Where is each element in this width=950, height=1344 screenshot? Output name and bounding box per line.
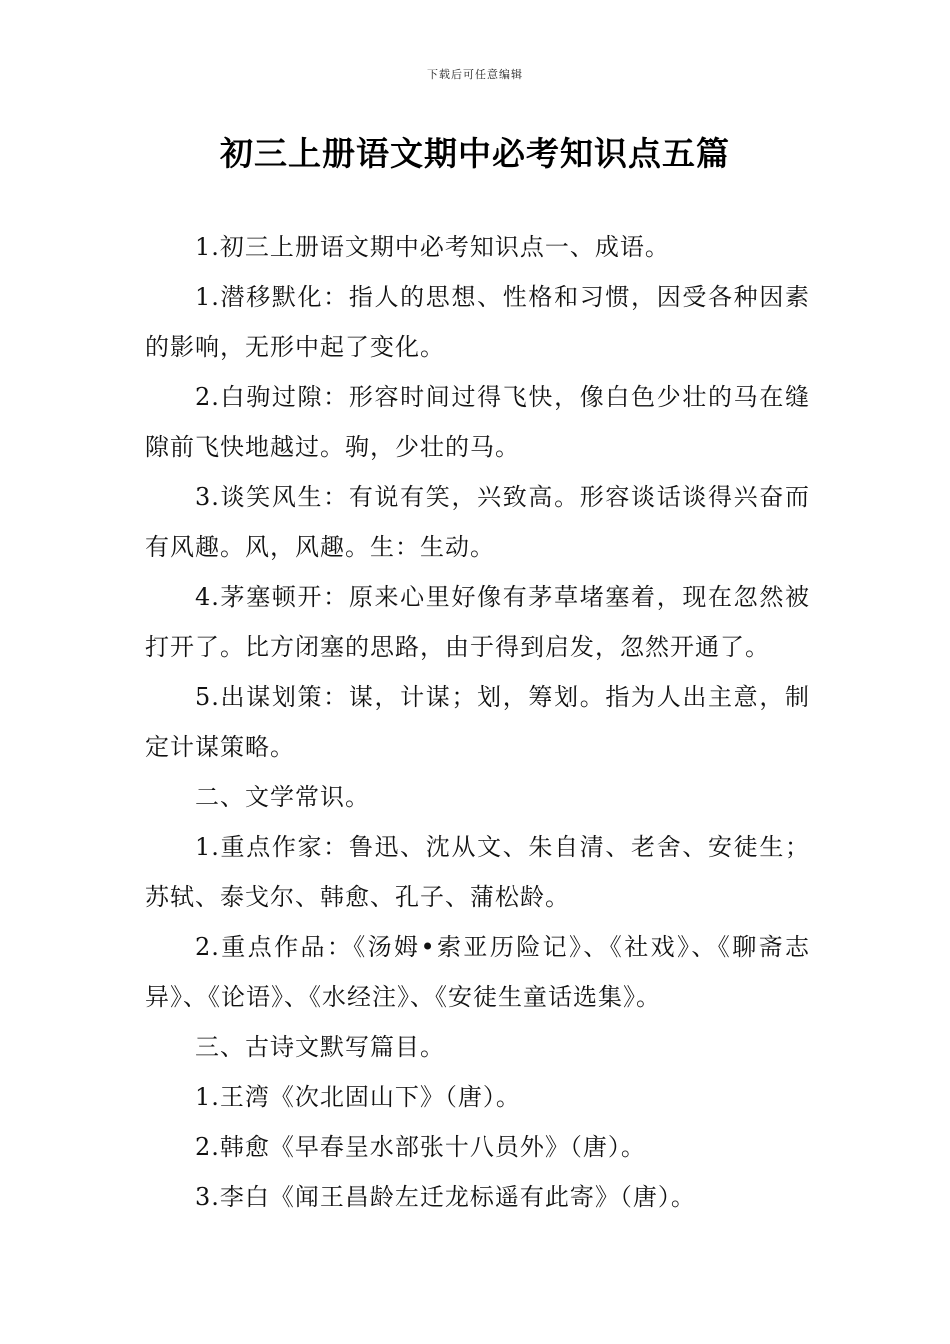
paragraph-idioms-intro: 1.初三上册语文期中必考知识点一、成语。 — [195, 233, 670, 261]
section-heading-poems: 三、古诗文默写篇目。 — [195, 1033, 445, 1061]
paragraph-idiom-4: 4.茅塞顿开：原来心里好像有茅草堵塞着，现在忽然被打开了。比方闭塞的思路，由于得到启发，忽然开通了。 — [145, 583, 810, 661]
document-body — [145, 222, 810, 1222]
section-heading-literature: 二、文学常识。 — [195, 783, 370, 811]
document-title: 初三上册语文期中必考知识点五篇 — [220, 134, 730, 173]
paragraph-poem-3: 3.李白《闻王昌龄左迁龙标遥有此寄》（唐）。 — [195, 1183, 696, 1211]
header-note: 下载后可任意编辑 — [427, 68, 523, 81]
paragraph-idiom-1: 1.潜移默化：指人的思想、性格和习惯，因受各种因素的影响，无形中起了变化。 — [145, 283, 810, 361]
paragraph-idiom-2: 2.白驹过隙：形容时间过得飞快，像白色少壮的马在缝隙前飞快地越过。驹，少壮的马。 — [145, 383, 810, 461]
paragraph-key-works: 2.重点作品：《汤姆•索亚历险记》、《社戏》、《聊斋志异》、《论语》、《水经注》、《安徒生童话选集》。 — [145, 933, 810, 1011]
paragraph-poem-1: 1.王湾《次北固山下》（唐）。 — [195, 1083, 521, 1111]
paragraph-idiom-3: 3.谈笑风生：有说有笑，兴致高。形容谈话谈得兴奋而有风趣。风，风趣。生：生动。 — [145, 483, 810, 561]
paragraph-key-authors: 1.重点作家：鲁迅、沈从文、朱自清、老舍、安徒生；苏轼、泰戈尔、韩愈、孔子、蒲松龄。 — [145, 833, 810, 911]
paragraph-idiom-5: 5.出谋划策：谋，计谋；划，筹划。指为人出主意，制定计谋策略。 — [145, 683, 810, 761]
paragraph-poem-2: 2.韩愈《早春呈水部张十八员外》（唐）。 — [195, 1133, 646, 1161]
